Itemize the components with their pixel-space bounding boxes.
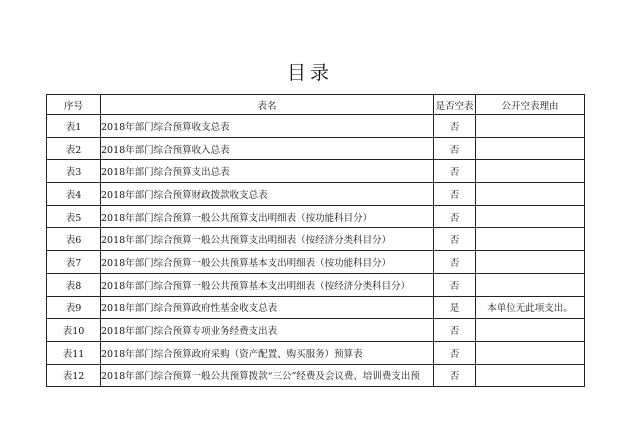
row-seq: 表1: [47, 115, 101, 138]
row-seq: 表12: [47, 364, 101, 387]
row-empty-reason: [476, 251, 585, 274]
table-row: [47, 251, 585, 274]
row-is-empty: 否: [434, 205, 476, 228]
row-table-name: 2018年部门综合预算一般公共预算基本支出明细表（按功能科目分）: [101, 251, 434, 274]
row-seq: 表5: [47, 205, 101, 228]
row-table-name: 2018年部门综合预算一般公共预算支出明细表（按经济分类科目分）: [101, 228, 434, 251]
table-row: [47, 228, 585, 251]
row-is-empty: 否: [434, 251, 476, 274]
row-seq: 表2: [47, 137, 101, 160]
row-is-empty: 否: [434, 228, 476, 251]
row-is-empty: 否: [434, 115, 476, 138]
row-empty-reason: [476, 137, 585, 160]
row-empty-reason: [476, 364, 585, 387]
row-table-name: 2018年部门综合预算收支总表: [101, 115, 434, 138]
table-row: [47, 205, 585, 228]
table-row: [47, 364, 585, 387]
row-table-name: 2018年部门综合预算收入总表: [101, 137, 434, 160]
row-empty-reason: [476, 115, 585, 138]
row-is-empty: 否: [434, 319, 476, 342]
row-table-name: 2018年部门综合预算专项业务经费支出表: [101, 319, 434, 342]
row-seq: 表6: [47, 228, 101, 251]
table-row: [47, 183, 585, 206]
row-table-name: 2018年部门综合预算政府采购（资产配置、购买服务）预算表: [101, 341, 434, 364]
header-empty: 是否空表: [434, 95, 476, 115]
table-row: [47, 341, 585, 364]
table-row: [47, 296, 585, 319]
row-is-empty: 否: [434, 273, 476, 296]
row-table-name: 2018年部门综合预算一般公共预算基本支出明细表（按经济分类科目分）: [101, 273, 434, 296]
row-empty-reason: [476, 205, 585, 228]
row-is-empty: 否: [434, 364, 476, 387]
row-seq: 表8: [47, 273, 101, 296]
row-empty-reason: 本单位无此项支出。: [476, 296, 585, 319]
table-row: [47, 273, 585, 296]
row-seq: 表10: [47, 319, 101, 342]
row-empty-reason: [476, 183, 585, 206]
row-table-name: 2018年部门综合预算支出总表: [101, 160, 434, 183]
row-is-empty: 否: [434, 160, 476, 183]
catalog-table: [46, 94, 585, 387]
row-is-empty: 否: [434, 183, 476, 206]
row-seq: 表3: [47, 160, 101, 183]
row-empty-reason: [476, 160, 585, 183]
table-header-row: [47, 95, 585, 115]
row-seq: 表7: [47, 251, 101, 274]
table-row: [47, 115, 585, 138]
table-body: [47, 115, 585, 387]
row-table-name: 2018年部门综合预算财政拨款收支总表: [101, 183, 434, 206]
row-empty-reason: [476, 273, 585, 296]
row-empty-reason: [476, 319, 585, 342]
header-seq: 序号: [47, 95, 101, 115]
row-empty-reason: [476, 228, 585, 251]
table-row: [47, 160, 585, 183]
table-row: [47, 137, 585, 160]
table-row: [47, 319, 585, 342]
header-reason: 公开空表理由: [476, 95, 585, 115]
row-is-empty: 否: [434, 341, 476, 364]
page-title: 目录: [286, 62, 333, 84]
row-empty-reason: [476, 341, 585, 364]
row-table-name: 2018年部门综合预算政府性基金收支总表: [101, 296, 434, 319]
header-name: 表名: [101, 95, 434, 115]
row-seq: 表4: [47, 183, 101, 206]
row-is-empty: 是: [434, 296, 476, 319]
row-seq: 表11: [47, 341, 101, 364]
row-table-name: 2018年部门综合预算一般公共预算支出明细表（按功能科目分）: [101, 205, 434, 228]
row-is-empty: 否: [434, 137, 476, 160]
row-seq: 表9: [47, 296, 101, 319]
row-table-name: 2018年部门综合预算一般公共预算拨款“三公”经费及会议费、培训费支出预: [101, 364, 434, 387]
